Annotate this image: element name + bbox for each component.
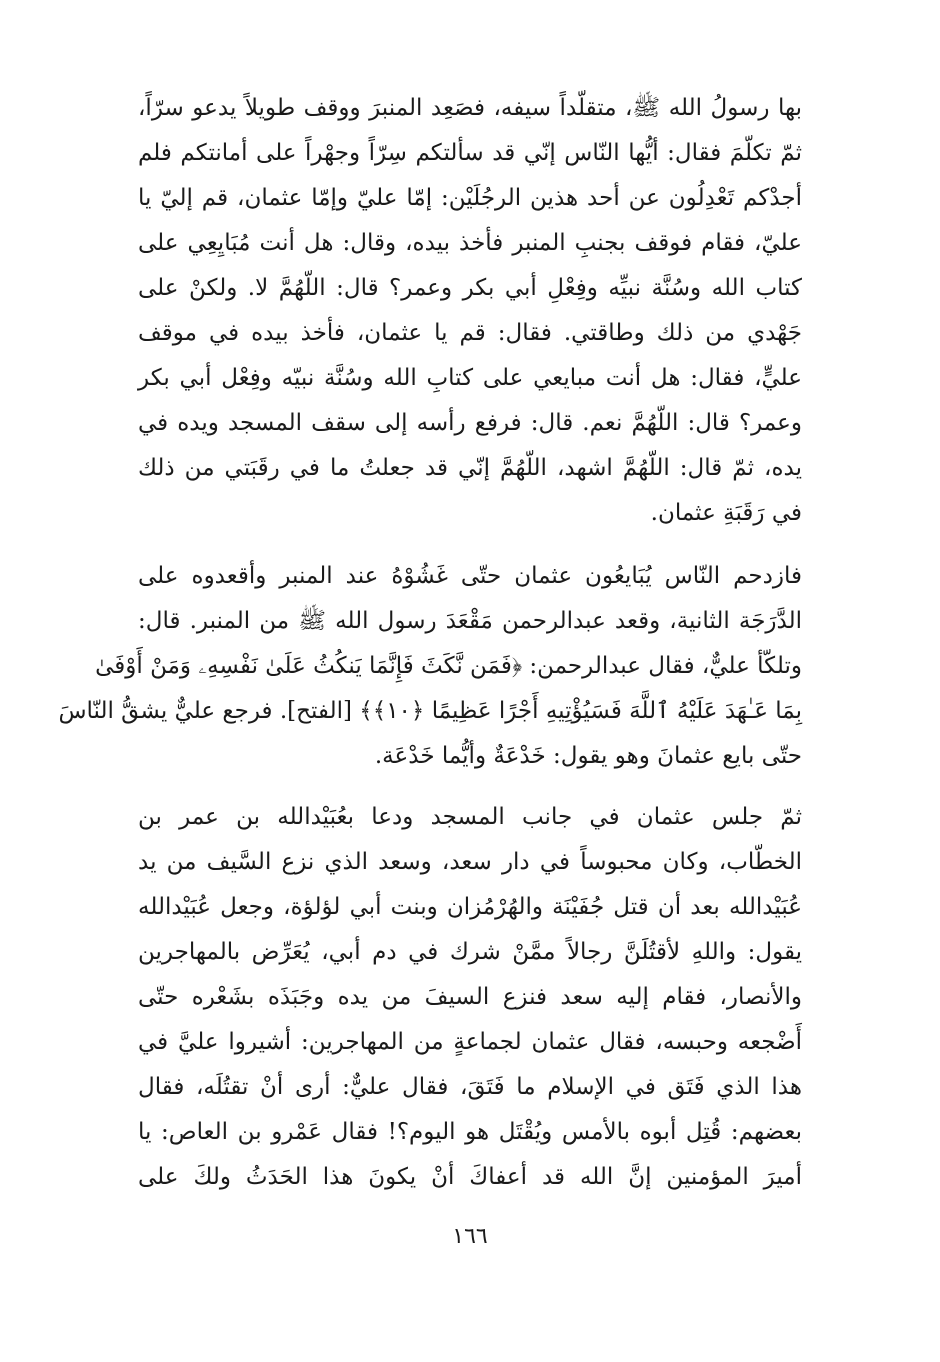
text-line: فازدحم النّاس يُبَايعُون عثمان حتّى غَشُوْهُ عند المنبر وأقعدوه على: [138, 563, 802, 589]
text-line: بِمَا عَـٰهَدَ عَلَيْهُ ٱللَّهَ فَسَيُؤْتِيهِ أَجْرًا عَظِيمًا ﴿١٠﴾﴾ [الفتح]. فرجع عليٌّ يشقُّ النّاسَ: [58, 698, 802, 724]
paragraph-3: [138, 795, 802, 1200]
text-line: يقول: واللهِ لأقتُلَنَّ رجالاً ممَّنْ شرك في دم أبي، يُعَرِّض بالمهاجرين: [138, 939, 802, 965]
text-line: ثمّ تكلّمَ فقال: أيُّها النّاس إنّي قد سألتكم سِرّاً وجهْراً على أمانتكم فلم: [138, 140, 802, 166]
text-line: يده، ثمّ قال: اللّهُمَّ اشهد، اللّهُمَّ إنّي قد جعلتُ ما في رقَبَتي من ذلك: [138, 455, 802, 481]
text-line: بعضهم: قُتِل أبوه بالأمس ويُقْتَل هو اليوم؟! فقال عَمْرو بن العاص: يا: [138, 1119, 802, 1145]
text-line: ثمّ جلس عثمان في جانب المسجد ودعا بعُبَيْدالله بن عمر بن: [138, 804, 802, 830]
text-line: الدَّرَجَة الثانية، وقعد عبدالرحمن مَقْعَدَ رسول الله ﷺ من المنبر. قال:: [138, 608, 802, 634]
text-line: وعمر؟ قال: اللّهُمَّ نعم. قال: فرفع رأسه إلى سقف المسجد ويده في: [138, 410, 802, 436]
text-line: كتاب الله وسُنَّة نبيِّه وفِعْلِ أبي بكر وعمر؟ قال: اللّهُمَّ لا. ولكنْ على: [138, 275, 802, 301]
text-line: أميرَ المؤمنين إنَّ الله قد أعفاكَ أنْ يكونَ هذا الحَدَثُ ولكَ على: [138, 1164, 802, 1190]
body-text: [58, 86, 802, 1200]
paragraph-1: [138, 86, 802, 536]
paragraph-2: [58, 554, 802, 779]
text-line: وتلكّأ عليٌّ، فقال عبدالرحمن: ﴿فَمَن نَّكَثَ فَإِنَّمَا يَنكُثُ عَلَىٰ نَفْسِهِۦ وَمَنْ أَوْفَىٰ: [95, 653, 802, 679]
text-line: جَهْدي من ذلك وطاقتي. فقال: قم يا عثمان، فأخذ بيده في موقف: [138, 320, 802, 346]
text-line: والأنصار، فقام إليه سعد فنزع السيفَ من يده وجَبَذَه بشَعْره حتّى: [138, 984, 802, 1010]
text-line: عليّ، فقام فوقف بجنبِ المنبر فأخذ بيده، وقال: هل أنت مُبَايِعِي على: [138, 230, 802, 256]
text-line: حتّى بايع عثمانَ وهو يقول: خَدْعَةٌ وأيُّما خَدْعَة.: [374, 743, 802, 769]
text-line: عُبَيْدالله بعد أن قتل جُفَيْنَة والهُرْمُزان وبنت أبي لؤلؤة، وجعل عُبَيْدالله: [138, 894, 802, 920]
text-line: في رَقَبَةِ عثمان.: [650, 500, 802, 526]
page-number: ١٦٦: [452, 1224, 488, 1249]
text-line: أَضْجعه وحبسه، فقال عثمان لجماعةٍ من المهاجرين: أشيروا عليَّ في: [138, 1029, 802, 1055]
text-line: أجدْكم تَعْدِلُون عن أحد هذين الرجُلَيْن: إمّا عليّ وإمّا عثمان، قم إليّ يا: [138, 185, 802, 211]
text-line: الخطّاب، وكان محبوساً في دار سعد، وسعد الذي نزع السَّيف من يد: [138, 849, 802, 875]
text-line: هذا الذي فَتَق في الإسلام ما فَتَقَ، فقال عليٌّ: أرى أنْ تقتُلَه، فقال: [138, 1074, 802, 1100]
text-line: بها رسولُ الله ﷺ، متقلّداً سيفه، فصَعِد المنبرَ ووقف طويلاً يدعو سرّاً،: [138, 95, 802, 121]
text-line: عليٍّ، فقال: هل أنت مبايعي على كتابِ الله وسُنَّة نبيّه وفِعْل أبي بكر: [138, 365, 802, 391]
